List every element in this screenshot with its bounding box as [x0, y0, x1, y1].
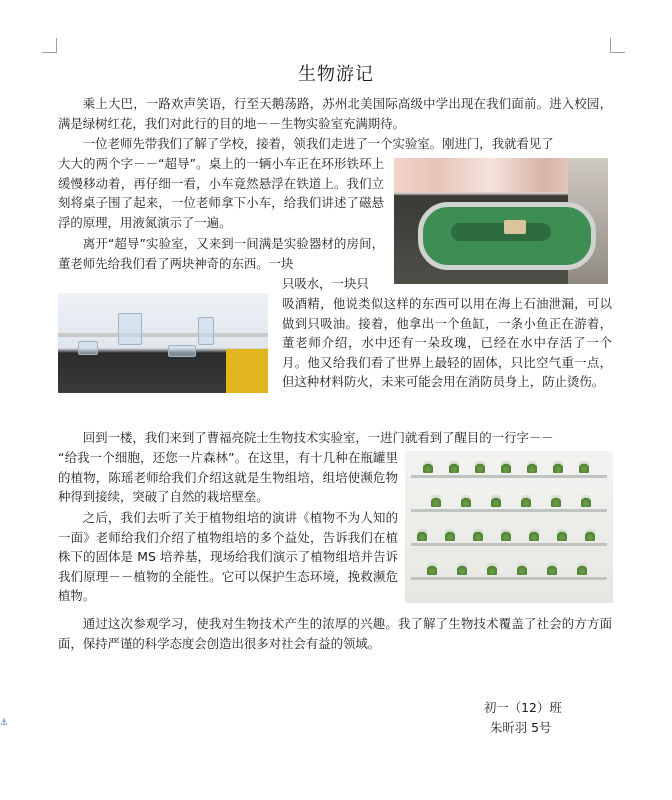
signature-name: 朱昕羽 5号 [490, 720, 552, 735]
paragraph-6: 通过这次参观学习，使我对生物技术产生的浓厚的兴趣。我了解了生物技术覆盖了社会的方方面面，保持严谨的科学态度会创造出很多对社会有益的领域。 [58, 616, 612, 651]
paragraph-4-body: “给我一个细胞，还您一片森林”。在这里，有十几种在瓶罐里的植物，陈瑶老师给我们介绍这就是生物组培，组培使濒危物种得到接续，突破了自然的栽培壁垒。 [58, 450, 398, 505]
lab-photo [58, 293, 268, 393]
anchor-icon: ⚓ [0, 718, 9, 728]
paragraph-5: 之后，我们去听了关于植物组培的演讲《植物不为人知的一面》老师给我们介绍了植物组培的多个益处，告诉我们在植株下的固体是 MS 培养基，现场给我们演示了植物组培并告诉我们原理－－植物的全能性。它可以保护生态环境，挽救濒危植物。 [58, 510, 398, 604]
paragraph-2-line: 一位老师先带我们了解了学校，接着，领我们走进了一个实验室。刚进门，我就看见了 [82, 136, 554, 151]
signature-class: 初一（12）班 [484, 700, 562, 715]
document-title: 生物游记 [298, 64, 374, 85]
paragraph-3-right-a: 只吸水，一块只 [282, 276, 369, 291]
maglev-photo [394, 158, 608, 284]
paragraph-1: 乘上大巴，一路欢声笑语，行至天鹅荡路，苏州北美国际高级中学出现在我们面前。进入校园，满是绿树红花，我们对此行的目的地－－生物实验室充满期待。 [58, 96, 612, 131]
page-corner-icon [42, 38, 57, 53]
paragraph-3-intro: 离开“超导”实验室，又来到一间满是实验器材的房间，董老师先给我们看了两块神奇的东西。一块 [58, 236, 384, 271]
page-corner-icon [610, 38, 625, 53]
paragraph-4-line: 回到一楼，我们来到了曹福亮院士生物技术实验室，一进门就看到了醒目的一行字－－ [82, 430, 554, 445]
tissue-culture-photo [405, 451, 613, 603]
paragraph-2-body: 大大的两个字－－“超导”。桌上的一辆小车正在环形铁环上缓慢移动着，再仔细一看，小车竟然悬浮在铁道上。我们立刻将桌子围了起来，一位老师拿下小车，给我们讲述了磁悬浮的原理，用液氮演示了一遍。 [58, 156, 384, 230]
paragraph-3-body: 吸酒精，他说类似这样的东西可以用在海上石油泄漏，可以做到只吸油。接着，他拿出一个鱼缸，一条小鱼正在游着，董老师介绍，水中还有一朵玫瑰，已经在水中存活了一个月。他又给我们看了世界上最轻的固体，只比空气重一点，但这种材料防火，未来可能会用在消防员身上，防止烫伤。 [282, 296, 612, 390]
